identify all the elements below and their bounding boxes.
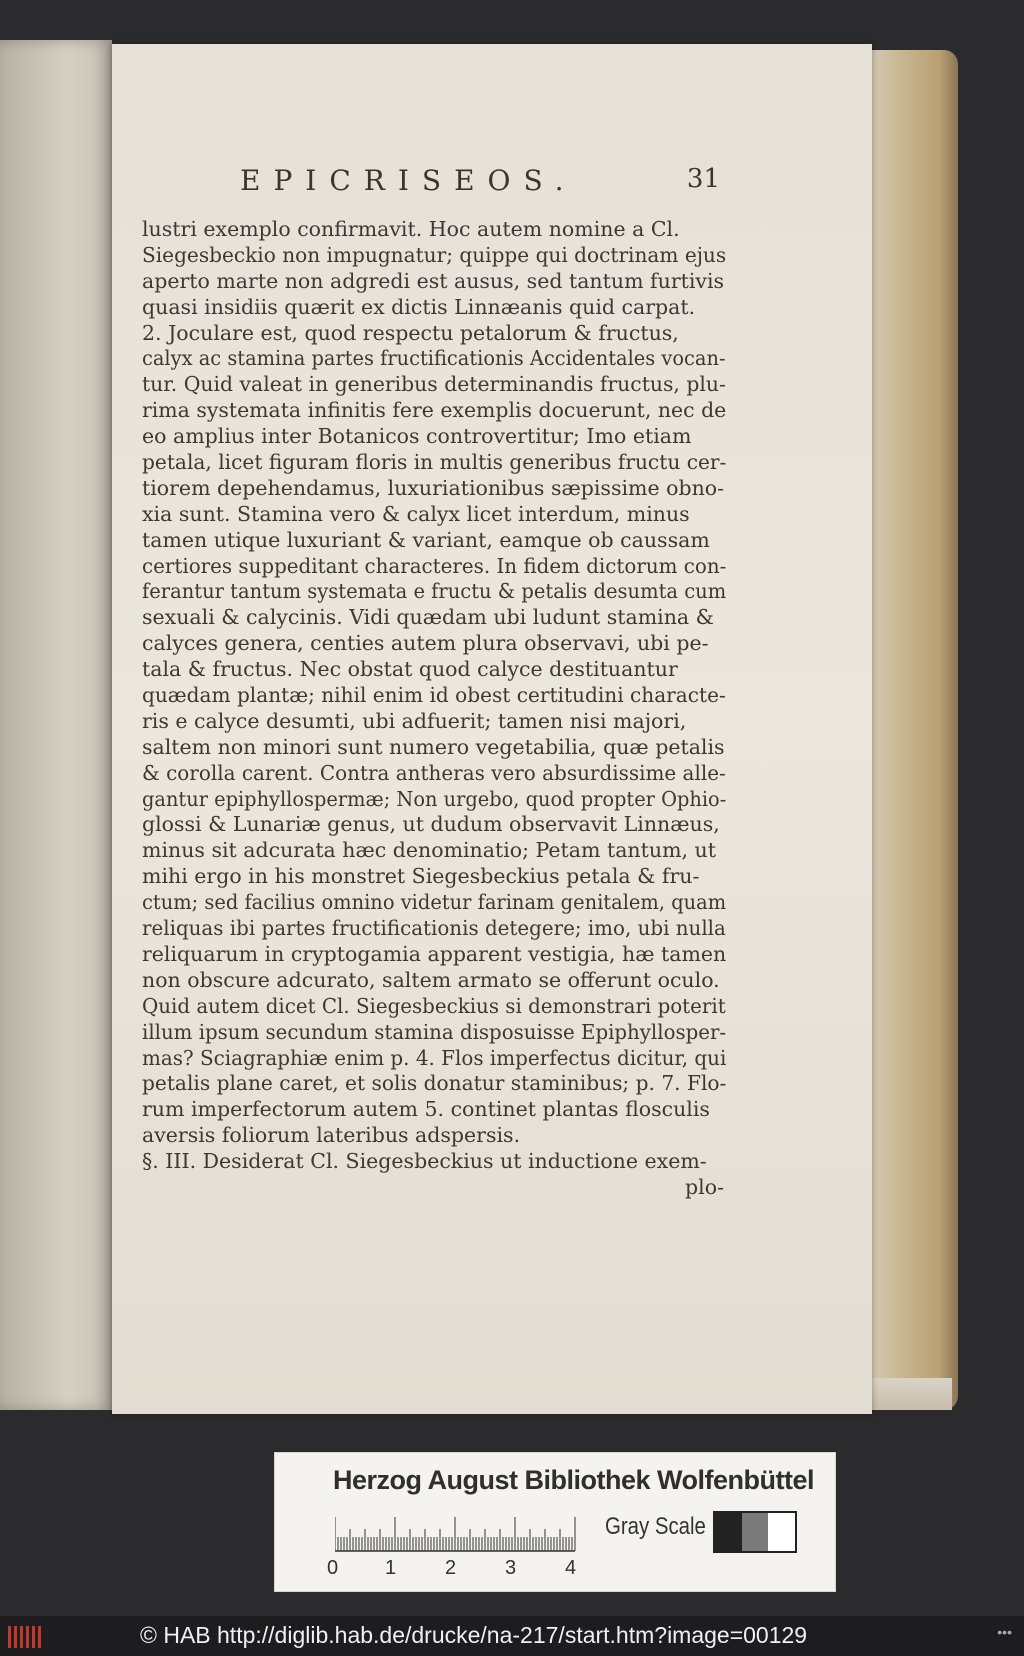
ruler-number: 4 [565,1557,577,1579]
text-line: non obscure adcurato, saltem armato se offerunt oculo. [142,967,720,992]
ruler-number: 1 [385,1557,397,1579]
viewer-footer [0,1616,1024,1656]
text-line: tamen utique luxuriant & variant, eamque ob caussam [142,527,710,552]
text-line: Quid autem dicet Cl. Siegesbeckius si demonstrari poterit [142,993,726,1018]
running-head [240,164,720,204]
text-line: gantur epiphyllospermæ; Non urgebo, quod propter Ophio- [142,786,727,811]
text-line: calyx ac stamina partes fructificationis Accidentales vocan- [142,346,726,371]
hab-logo-icon [6,1622,46,1652]
text-line: minus sit adcurata hæc denominatio; Petam tantum, ut [142,838,716,863]
text-line: aperto marte non adgredi est ausus, sed tantum furtivis [142,268,725,293]
ruler-scale [335,1513,585,1553]
color-calibration-card [274,1452,836,1592]
text-line: rima systemata infinitis fere exemplis docuerunt, nec de [142,398,727,423]
text-line: petalis plane caret, et solis donatur staminibus; p. 7. Flo- [142,1071,727,1096]
gray-scale-label: Gray Scale [605,1513,706,1540]
text-line: certiores suppeditant characteres. In fidem dictorum con- [142,553,727,578]
text-line: glossi & Lunariæ genus, ut dudum observavit Linnæus, [142,812,720,837]
text-line: plo- [685,1174,724,1199]
page-number: 31 [686,164,720,194]
text-line: rum imperfectorum autem 5. continet plantas flosculis [142,1097,710,1122]
ruler-number: 3 [505,1557,517,1579]
ruler-number: 2 [445,1557,457,1579]
gray-scale-swatches [713,1511,797,1553]
text-line: ferantur tantum systemata e fructu & petalis desumta cum [142,579,727,604]
library-name: Herzog August Bibliothek Wolfenbüttel [333,1465,814,1495]
text-line: tala & fructus. Nec obstat quod calyce destituantur [142,657,678,682]
copyright-link[interactable]: © HAB http://diglib.hab.de/drucke/na-217/start.htm?image=00129 [140,1622,808,1648]
text-line: ris e calyce desumti, ubi adfuerit; tamen nisi majori, [142,708,687,733]
text-line: reliquarum in cryptogamia apparent vestigia, hæ tamen [142,941,727,966]
text-line: calyces genera, centies autem plura observavi, ubi pe- [142,631,709,656]
text-line: ctum; sed facilius omnino videtur farinam genitalem, quam [142,890,727,915]
body-text [142,217,726,1201]
text-line: xia sunt. Stamina vero & calyx licet interdum, minus [142,501,690,526]
text-line: mihi ergo in his monstret Siegesbeckius petala & fru- [142,864,700,889]
text-line: lustri exemplo confirmavit. Hoc autem nomine a Cl. [142,217,680,241]
previous-page-edge [0,40,112,1410]
text-line: & corolla carent. Contra antheras vero absurdissime alle- [142,760,726,785]
text-line: aversis foliorum lateribus adspersis. [142,1123,521,1148]
more-options-icon[interactable]: ••• [997,1624,1012,1640]
text-line: quasi insidiis quærit ex dictis Linnæanis quid carpat. [142,294,696,319]
text-line: §. III. Desiderat Cl. Siegesbeckius ut inductione exem- [142,1149,707,1174]
text-line: sexuali & calycinis. Vidi quædam ubi ludunt stamina & [142,605,714,630]
text-line: tur. Quid valeat in generibus determinandis fructus, plu- [142,372,726,397]
text-line: Siegesbeckio non impugnatur; quippe qui doctrinam ejus [142,242,727,267]
text-line: mas? Sciagraphiæ enim p. 4. Flos imperfectus dicitur, qui [142,1045,727,1070]
running-title: EPICRISEOS. [240,164,577,197]
text-line: petala, licet figuram floris in multis generibus fructu cer- [142,450,727,475]
text-line: quædam plantæ; nihil enim id obest certitudini characte- [142,683,726,708]
text-line: saltem non minori sunt numero vegetabilia, quæ petalis [142,734,725,759]
text-line: illum ipsum secundum stamina disposuisse Epiphyllosper- [142,1019,727,1044]
page-fore-edge [866,50,958,1410]
text-line: eo amplius inter Botanicos controvertitur; Imo etiam [142,424,692,449]
ruler-number: 0 [327,1557,339,1579]
text-line: tiorem depehendamus, luxuriationibus sæpissime obno- [142,475,725,500]
text-line: 2. Joculare est, quod respectu petalorum & fructus, [142,320,679,345]
text-line: reliquas ibi partes fructificationis detegere; imo, ubi nulla [142,916,726,941]
